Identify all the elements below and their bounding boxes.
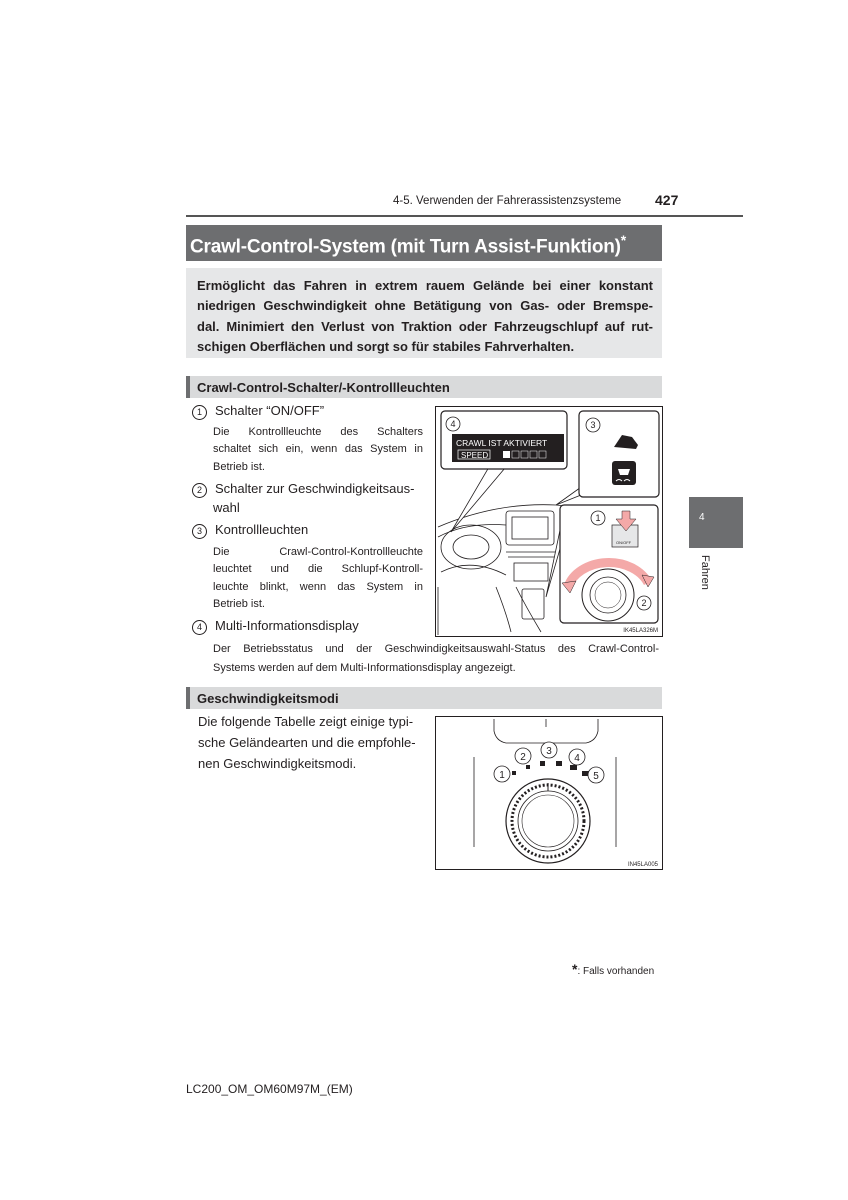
footnote-text: : Falls vorhanden — [577, 966, 655, 977]
page-number: 427 — [655, 192, 679, 208]
footnote-asterisk: * — [572, 961, 578, 977]
chapter-number: 4 — [699, 512, 705, 523]
on-off-button-label: ON/OFF — [616, 540, 632, 545]
intro-line: dal. Minimiert den Verlust von Traktion oder Fahrzeugschlupf auf rut- — [197, 318, 653, 334]
page-title — [190, 232, 626, 258]
page-title-text: Crawl-Control-System (mit Turn Assist-Funktion) — [190, 236, 621, 258]
item-label-continued: wahl — [213, 500, 240, 515]
intro-line: schigen Oberflächen und sorgt so für stabiles Fahrverhalten. — [197, 338, 575, 354]
chapter-label: Fahren — [699, 555, 711, 590]
list-item — [192, 403, 324, 420]
figure-callout: 3 — [546, 746, 552, 757]
desc-line: leuchtet und die Schlupf-Kontroll- — [213, 563, 423, 576]
desc-line: Systems werden auf dem Multi-Informationsdisplay angezeigt. — [213, 661, 516, 674]
figure-callout: 2 — [520, 752, 526, 763]
display-text-line1: CRAWL IST AKTIVIERT — [456, 438, 548, 448]
speed-dial — [506, 779, 590, 863]
section-heading: Crawl-Control-Schalter/-Kontrollleuchten — [197, 380, 450, 395]
callout-number: 2 — [192, 483, 207, 498]
figure-callout: 1 — [595, 513, 601, 523]
body-text — [198, 712, 426, 774]
intro-text — [197, 276, 653, 357]
desc-line: schaltet sich ein, wenn das System in — [213, 443, 423, 456]
display-text-line2: SPEED — [461, 451, 489, 460]
item-label: Multi-Informationsdisplay — [215, 618, 359, 633]
figure-illustration — [436, 407, 662, 636]
callout-number: 3 — [192, 524, 207, 539]
figure-code: IK45LA326M — [623, 628, 658, 634]
header-rule — [186, 215, 743, 217]
figure-code: IN45LA005 — [627, 862, 658, 868]
body-line: Die folgende Tabelle zeigt einige typi- — [198, 714, 414, 729]
figure-illustration — [436, 717, 662, 869]
figure-speed-modes-dial — [435, 716, 663, 870]
footnote — [572, 961, 654, 977]
body-line: sche Geländearten und die empfohle- — [198, 734, 416, 750]
desc-line: Betrieb ist. — [213, 597, 265, 610]
item-label: Kontrollleuchten — [215, 522, 309, 537]
figure-callout: 4 — [574, 753, 580, 764]
running-header-section: 4-5. Verwenden der Fahrerassistenzsysteme — [393, 195, 622, 207]
figure-callout: 4 — [450, 419, 456, 429]
body-line: nen Geschwindigkeitsmodi. — [198, 755, 357, 771]
figure-callout: 2 — [641, 598, 647, 608]
item-label: Schalter zur Geschwindigkeitsaus- — [215, 481, 415, 496]
figure-callout: 3 — [590, 420, 596, 430]
desc-line: leuchte blinkt, wenn das System in — [213, 580, 423, 593]
callout-number: 4 — [192, 620, 207, 635]
list-item — [192, 481, 414, 498]
chapter-tab — [689, 497, 743, 548]
callout-number: 1 — [192, 405, 207, 420]
item-label: Schalter “ON/OFF” — [215, 403, 325, 418]
figure-crawl-control-switch — [435, 406, 663, 637]
intro-line: Ermöglicht das Fahren in extrem rauem Gelände bei einer konstant — [197, 278, 653, 293]
figure-callout: 5 — [593, 771, 599, 782]
desc-line: Der Betriebsstatus und der Geschwindigkeitsauswahl-Status des Crawl-Control- — [213, 643, 659, 655]
item-description — [213, 640, 659, 677]
intro-line: niedrigen Geschwindigkeit ohne Betätigung von Gas- oder Bremspe- — [197, 298, 653, 314]
title-asterisk: * — [620, 232, 627, 248]
desc-line: Die Crawl-Control-Kontrollleuchte — [213, 546, 423, 558]
desc-line: Die Kontrollleuchte des Schalters — [213, 426, 423, 438]
item-description — [213, 544, 423, 613]
figure-callout: 1 — [499, 770, 505, 781]
section-heading: Geschwindigkeitsmodi — [197, 691, 339, 706]
desc-line: Betrieb ist. — [213, 460, 265, 473]
document-footer: LC200_OM_OM60M97M_(EM) — [186, 1082, 353, 1096]
list-item — [192, 522, 308, 539]
list-item — [192, 618, 359, 635]
item-description — [213, 424, 423, 476]
